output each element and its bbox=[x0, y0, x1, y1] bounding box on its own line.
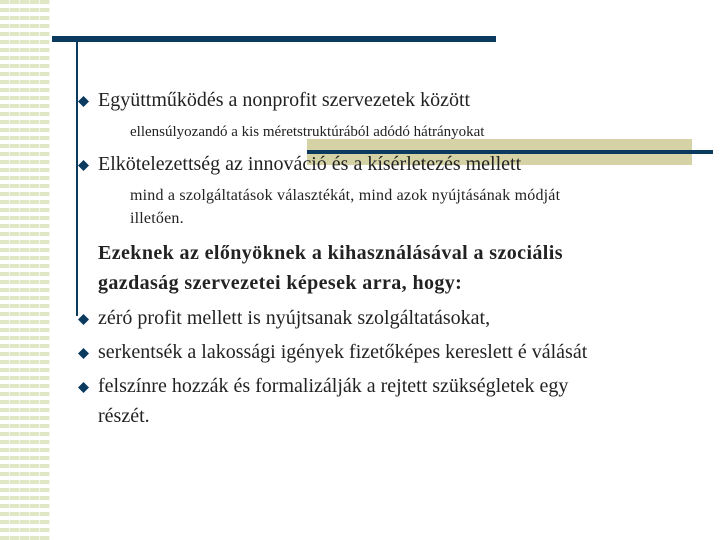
accent-vertical-line bbox=[76, 36, 78, 316]
sub-item-cooperation: ellensúlyozandó a kis méretstruktúrából adódó hátrányokat bbox=[130, 124, 485, 140]
bullet-item-stimulate-demand: serkentsék a lakossági igények fizetőképes kereslett é válását bbox=[98, 341, 588, 363]
diamond-bullet-icon bbox=[78, 96, 89, 107]
diamond-bullet-icon bbox=[78, 314, 89, 325]
bullet-item-hidden-needs-line2: részét. bbox=[98, 405, 150, 427]
sub-item-commitment-line1: mind a szolgáltatások választékát, mind azok nyújtásának módját bbox=[130, 187, 561, 204]
intro-paragraph-line1: Ezeknek az előnyöknek a kihasználásával a szociális bbox=[98, 242, 563, 264]
bullet-item-cooperation: Együttműködés a nonprofit szervezetek között bbox=[98, 89, 471, 111]
decorative-stripes bbox=[0, 0, 50, 540]
sub-item-commitment-line2: illetően. bbox=[130, 210, 184, 227]
intro-paragraph-line2: gazdaság szervezetei képesek arra, hogy: bbox=[98, 272, 463, 294]
bullet-item-commitment: Elkötelezettség az innováció és a kísérletezés mellett bbox=[98, 153, 522, 175]
top-accent-bar bbox=[52, 36, 496, 42]
bullet-item-hidden-needs-line1: felszínre hozzák és formalizálják a rejtett szükségletek egy bbox=[98, 375, 569, 397]
diamond-bullet-icon bbox=[78, 160, 89, 171]
bullet-item-zero-profit: zéró profit mellett is nyújtsanak szolgáltatásokat, bbox=[98, 307, 491, 329]
diamond-bullet-icon bbox=[78, 382, 89, 393]
diamond-bullet-icon bbox=[78, 348, 89, 359]
